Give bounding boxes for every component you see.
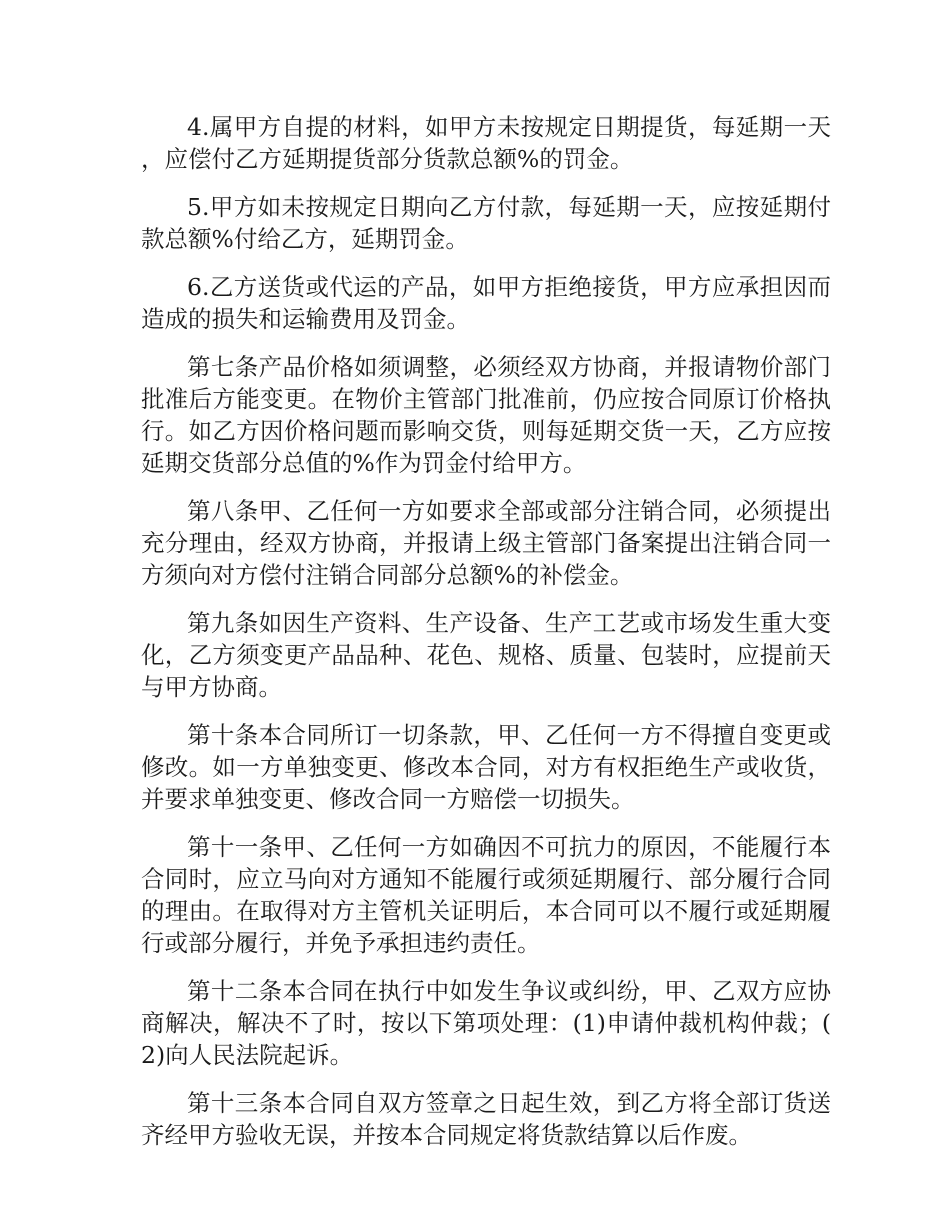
paragraph-article-13: 第十三条本合同自双方签章之日起生效，到乙方将全部订货送齐经甲方验收无误，并按本合同规定将货款结算以后作废。 — [141, 1089, 831, 1149]
paragraph-clause-6: 6.乙方送货或代运的产品，如甲方拒绝接货，甲方应承担因而造成的损失和运输费用及罚金。 — [141, 273, 831, 333]
paragraph-article-11: 第十一条甲、乙任何一方如确因不可抗力的原因，不能履行本合同时，应立马向对方通知不能履行或须延期履行、部分履行合同的理由。在取得对方主管机关证明后，本合同可以不履行或延期履行或部分履行，并免予承担违约责任。 — [141, 833, 831, 957]
paragraph-article-10: 第十条本合同所订一切条款，甲、乙任何一方不得擅自变更或修改。如一方单独变更、修改本合同，对方有权拒绝生产或收货，并要求单独变更、修改合同一方赔偿一切损失。 — [141, 721, 831, 813]
paragraph-article-9: 第九条如因生产资料、生产设备、生产工艺或市场发生重大变化，乙方须变更产品品种、花色、规格、质量、包装时，应提前天与甲方协商。 — [141, 609, 831, 701]
paragraph-article-7: 第七条产品价格如须调整，必须经双方协商，并报请物价部门批准后方能变更。在物价主管部门批准前，仍应按合同原订价格执行。如乙方因价格问题而影响交货，则每延期交货一天，乙方应按延期交货部分总值的%作为罚金付给甲方。 — [141, 353, 831, 477]
paragraph-article-8: 第八条甲、乙任何一方如要求全部或部分注销合同，必须提出充分理由，经双方协商，并报请上级主管部门备案提出注销合同一方须向对方偿付注销合同部分总额%的补偿金。 — [141, 497, 831, 589]
paragraph-article-12: 第十二条本合同在执行中如发生争议或纠纷，甲、乙双方应协商解决，解决不了时，按以下第项处理：(1)申请仲裁机构仲裁；(2)向人民法院起诉。 — [141, 977, 831, 1069]
document-body — [141, 111, 831, 1167]
paragraph-clause-5: 5.甲方如未按规定日期向乙方付款，每延期一天，应按延期付款总额%付给乙方，延期罚金。 — [141, 193, 831, 253]
paragraph-clause-4: 4.属甲方自提的材料，如甲方未按规定日期提货，每延期一天，应偿付乙方延期提货部分货款总额%的罚金。 — [141, 113, 831, 173]
